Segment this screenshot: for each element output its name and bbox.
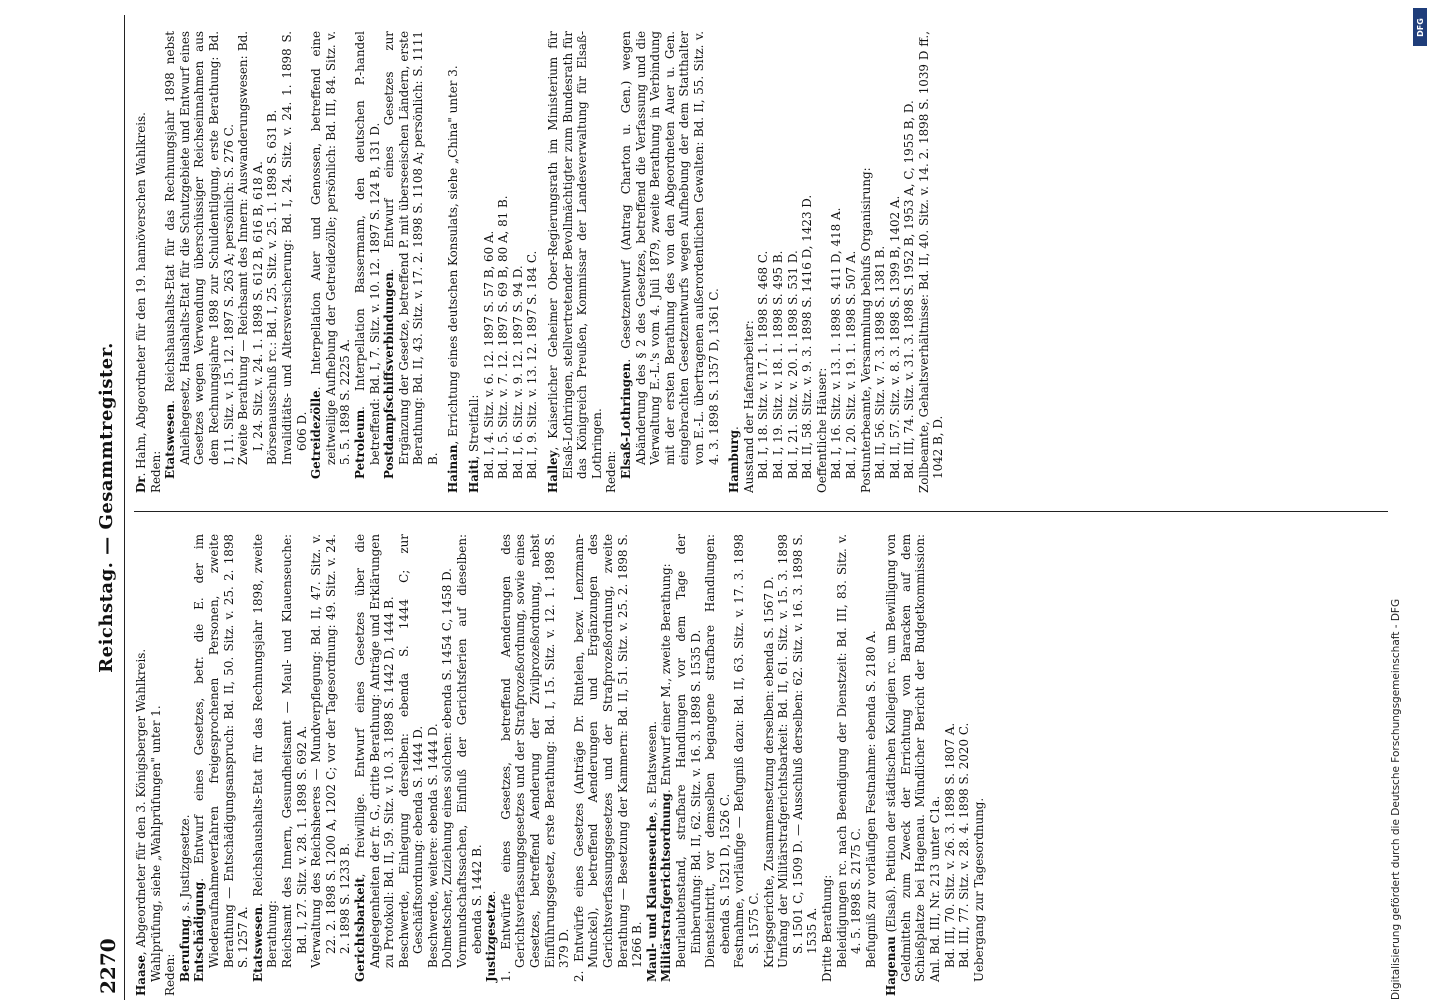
- entry-line: Bd. III, 74. Sitz. v. 31. 3. 1898 S. 1952 B, 1953 A, C, 1955 B, D.: [902, 100, 917, 479]
- entry-line: Kriegsgerichte, Zusammensetzung derselben: ebenda S. 1567 D.: [761, 576, 776, 968]
- running-head: Reichstag. — Gesammtregister.: [96, 342, 117, 673]
- digitization-note: Digitalisierung gefördert durch die Deutsche Forschungsgemeinschaft - DFG: [1390, 598, 1402, 1000]
- entry-halley: Halley, Kaiserlicher Geheimer Ober-Regierungsrath im Ministerium für Elsaß-Lothringen, stellvertretender Bevollmächtigter zum Bundesrath für das Königreich Preußen, Kommissar der Landesverwaltung für Elsaß-Lothringen.: [546, 31, 604, 493]
- entry-line: Bd. I, 18. Sitz. v. 17. 1. 1898 S. 468 C.: [756, 250, 771, 479]
- entry-line: Bd. I, 4. Sitz. v. 6. 12. 1897 S. 57 B, 60 A.: [481, 230, 496, 479]
- entry-hainan: Hainan, Errichtung eines deutschen Konsulats, siehe „China" unter 3.: [446, 65, 461, 493]
- entry-line: Justizgesetze.: [484, 890, 499, 982]
- entry-line: Etatswesen. Reichshaushalts-Etat für das Rechnungsjahr 1898, zweite Berathung:: [250, 534, 280, 982]
- entry-line: Bd. III, 77. Sitz. v. 28. 4. 1898 S. 2020 C.: [957, 722, 972, 968]
- entry-line: Bd. I, 21. Sitz. v. 20. 1. 1898 S. 531 D.: [785, 250, 800, 479]
- entry-haase: Haase, Abgeordneter für den 3. Königsberger Wahlkreis.: [134, 648, 148, 996]
- entry-hamburg: Hamburg.: [727, 426, 742, 493]
- entry-line: Bd. I, 20. Sitz. v. 19. 1. 1898 S. 507 A.: [843, 250, 858, 479]
- entry-line: Beurlaubtenstand, strafbare Handlungen vor dem Tage der Einberufung: Bd. II, 62. Sitz. v. 16. 3. 1898 S. 1535 D.: [673, 534, 703, 968]
- register-page: [90, 15, 1400, 1000]
- entry-line: Postunterbeamte, Versammlung behufs Organisirung:: [858, 167, 873, 493]
- entry-line: 1. Entwürfe eines Gesetzes, betreffend Aenderungen des Gerichtsverfassungsgesetzes und der Strafprozeßordnung, sowie eines Gesetzes, betreffend Aenderung der Zivilprozeßordnung, nebst Einführungsgesetz, erste Berathung: Bd. I, 15. Sitz. v. 12. 1. 1898 S. 379 D.: [498, 534, 572, 982]
- entry-line: Dolmetscher, Zuziehung eines solchen: ebenda S. 1454 C, 1458 D.: [440, 568, 455, 968]
- column-divider: [134, 511, 1388, 512]
- entry-line: Bd. I, 19. Sitz. v. 18. 1. 1898 S. 495 B.: [770, 250, 785, 479]
- entry-line: Ausstand der Hafenarbeiter:: [741, 320, 756, 493]
- entry-line: Börsenausschuß rc.: Bd. I, 25. Sitz. v. 25. 1. 1898 S. 631 B.: [265, 109, 280, 465]
- entry-line: Bd. I, 16. Sitz. v. 13. 1. 1898 S. 411 D, 418 A.: [829, 207, 844, 479]
- entry-line: Gerichtsbarkeit, freiwillige. Entwurf eines Gesetzes über die Angelegenheiten der fr. G., dritte Berathung: Anträge und Erklärungen zu Protokoll: Bd. II, 59. Sitz. v. 10. 3. 1898 S. 1442 D, 1444 B.: [352, 534, 397, 982]
- entry-line: Reden:: [604, 450, 619, 493]
- entry-line: Postdampfschiffsverbindungen. Entwurf eines Gesetzes zur Ergänzung der Gesetze, betreffend P. mit überseeischen Ländern, erste Berathung: Bd. II, 43. Sitz. v. 17. 2. 1898 S. 1108 A; persönlich: S. 1111 B.: [382, 31, 440, 479]
- entry-line: Vormundschaftssachen, Einfluß der Gerichtsferien auf dieselben: ebenda S. 1442 B.: [455, 534, 484, 968]
- page-number: 2270: [96, 938, 120, 994]
- entry-line: Umfang der Militärstrafgerichtsbarkeit: Bd. II, 61. Sitz. v. 15. 3. 1898 S. 1501 C, 1509 D. — Ausschluß derselben: 62. Sitz. v. 16. 3. 1898 S. 1535 A.: [776, 534, 820, 968]
- entry-line: Elsaß-Lothringen. Gesetzentwurf (Antrag Charton u. Gen.) wegen Abänderung des § 2 des Gesetzes, betreffend die Verfassung und die Verwaltung E.-L.'s vom 4. Juli 1879, zweite Berathung in Verbindung mit der ersten Berathung des von den Abgeordneten Auer u. Gen. eingebrachten Gesetzentwurfs wegen Aufhebung der dem Statthalter von E.-L. übertragenen außerordentlichen Gewalten: Bd. II, 55. Sitz. v. 4. 3. 1898 S. 1357 D, 1361 C.: [619, 31, 721, 479]
- entry-line: 2. Entwürfe eines Gesetzes (Anträge Dr. Rintelen, bezw. Lenzmann-Munckel), betreffend Aenderungen und Ergänzungen des Gerichtsverfassungsgesetzes und der Strafprozeßordnung, zweite Berathung — Besetzung der Kammern: Bd. II, 51. Sitz. v. 25. 2. 1898 S. 1266 B.: [571, 534, 645, 982]
- entry-line: Berufung, s. Justizgesetze.: [177, 814, 192, 982]
- entry-line: Entschädigung. Entwurf eines Gesetzes, betr. die E. der im Wiederaufnahmeverfahren freigesprochenen Personen, zweite Berathung — Entschädigungsanspruch: Bd. II, 50. Sitz. v. 25. 2. 1898 S. 1257 A.: [192, 534, 251, 982]
- entry-line: Zollbeamte, Gehaltsverhältnisse: Bd. II, 40. Sitz. v. 14. 2. 1898 S. 1039 D ff., 1042 B, D.: [916, 31, 946, 493]
- entry-line: Befugniß zur vorläufigen Festnahme: ebenda S. 2180 A.: [863, 630, 878, 968]
- entry-line: Beleidigungen rc. nach Beendigung der Dienstzeit: Bd. III, 83. Sitz. v. 4. 5. 1898 S. 2175 C.: [834, 534, 864, 968]
- entry-line: Reden:: [163, 953, 178, 996]
- entry-line: Beschwerde, weitere: ebenda S. 1444 D.: [425, 723, 440, 968]
- entry-line: Bd. I, 6. Sitz. v. 9. 12. 1897 S. 94 D.: [510, 265, 525, 479]
- entry-line: Bd. I, 9. Sitz. v. 13. 12. 1897 S. 184 C.: [525, 250, 540, 479]
- entry-line: Getreidezölle. Interpellation Auer und Genossen, betreffend eine zeitweilige Aufhebung der Getreidezölle; persönlich: Bd. III, 84. Sitz. v. 5. 5. 1898 S. 2225 A.: [309, 31, 353, 479]
- entry-hagenau: Hagenau (Elsaß). Petition der städtischen Kollegien rc. um Bewilligung von Geldmitteln zum Zweck der Errichtung von Baracken auf dem Schießplatze bei Hagenau. Mündlicher Bericht der Budgetkommission: Anl. Bd. III, Nr. 213 unter C1a.: [884, 534, 943, 996]
- entry-line: Beschwerde, Einlegung derselben: ebenda S. 1444 C; zur Geschäftsordnung: ebenda S. 1444 D.: [396, 534, 426, 968]
- entry-haiti: Haiti, Streitfall:: [467, 394, 482, 493]
- entry-line: Verwaltung des Reichsheeres — Mundverpflegung: Bd. II, 47. Sitz. v. 22. 2. 1898 S. 1200 A, 1202 C; vor der Tagesordnung: 49. Sitz. v. 24. 2. 1898 S. 1233 B.: [309, 534, 353, 968]
- entry-line: Bd. II, 58. Sitz. v. 9. 3. 1898 S. 1416 D, 1423 D.: [800, 194, 815, 479]
- entry-line: Festnahme, vorläufige — Befugniß dazu: Bd. II, 63. Sitz. v. 17. 3. 1898 S. 1575 C.: [732, 534, 761, 968]
- entry-line: Etatswesen. Reichshaushalts-Etat für das Rechnungsjahr 1898 nebst Anleihegesetz, Haushalts-Etat für die Schutzgebiete und Entwurf eines Gesetzes wegen Verwendung überschüssiger Reichseinnahmen aus dem Rechnungsjahre 1898 zur Schuldentilgung, erste Berathung: Bd. I, 11. Sitz. v. 15. 12. 1897 S. 263 A; persönlich: S. 276 C.: [163, 31, 236, 479]
- left-column: [134, 534, 1388, 996]
- entry-line: Uebergang zur Tagesordnung.: [971, 797, 986, 982]
- entry-line: Oeffentliche Häuser:: [814, 367, 829, 493]
- entry-line: Maul- und Klauenseuche, s. Etatswesen.: [644, 720, 659, 982]
- right-column: [134, 31, 1388, 493]
- entry-line: Bd. I, 5. Sitz. v. 7. 12. 1897 S. 69 B, 80 A, 81 B.: [496, 195, 511, 479]
- entry-line: Dritte Berathung:: [819, 874, 834, 982]
- entry-line: Militärstrafgerichtsordnung. Entwurf einer M., zweite Berathung:: [659, 563, 674, 982]
- entry-line: Bd. II, 56. Sitz. v. 7. 3. 1898 S. 1381 B.: [873, 245, 888, 479]
- entry-line: Reichsamt des Innern, Gesundheitsamt — Maul- und Klauenseuche: Bd. I, 27. Sitz. v. 28. 1. 1898 S. 692 A.: [279, 534, 309, 968]
- entry-hahn: Dr. Hahn, Abgeordneter für den 19. hannöverschen Wahlkreis.: [134, 112, 148, 493]
- entry-line: Bd. II, 57. Sitz. v. 8. 3. 1898 S. 1399 B, 1402 A.: [887, 195, 902, 479]
- dfg-logo: DFG: [1413, 8, 1427, 46]
- entry-line: Diensteintritt, vor demselben begangene strafbare Handlungen: ebenda S. 1521 D, 1526 C.: [703, 534, 732, 968]
- entry-line: Invaliditäts- und Altersversicherung: Bd. I, 24. Sitz. v. 24. 1. 1898 S. 606 D.: [279, 31, 309, 465]
- entry-line: Zweite Berathung — Reichsamt des Innern: Auswanderungswesen: Bd. I, 24. Sitz. v. 24. 1. 1898 S. 612 B, 616 B, 618 A.: [236, 31, 265, 465]
- page-header: [90, 15, 125, 1000]
- entry-line: Reden:: [148, 450, 163, 493]
- entry-line: Wahlprüfung, siehe „Wahlprüfungen" unter 1.: [148, 705, 163, 982]
- entry-line: Bd. III, 70. Sitz. v. 26. 3. 1898 S. 1807 A.: [942, 722, 957, 968]
- entry-line: Petroleum. Interpellation Bassermann, den deutschen P.-handel betreffend: Bd. I, 7. Sitz. v. 10. 12. 1897 S. 124 B, 131 D.: [352, 31, 382, 479]
